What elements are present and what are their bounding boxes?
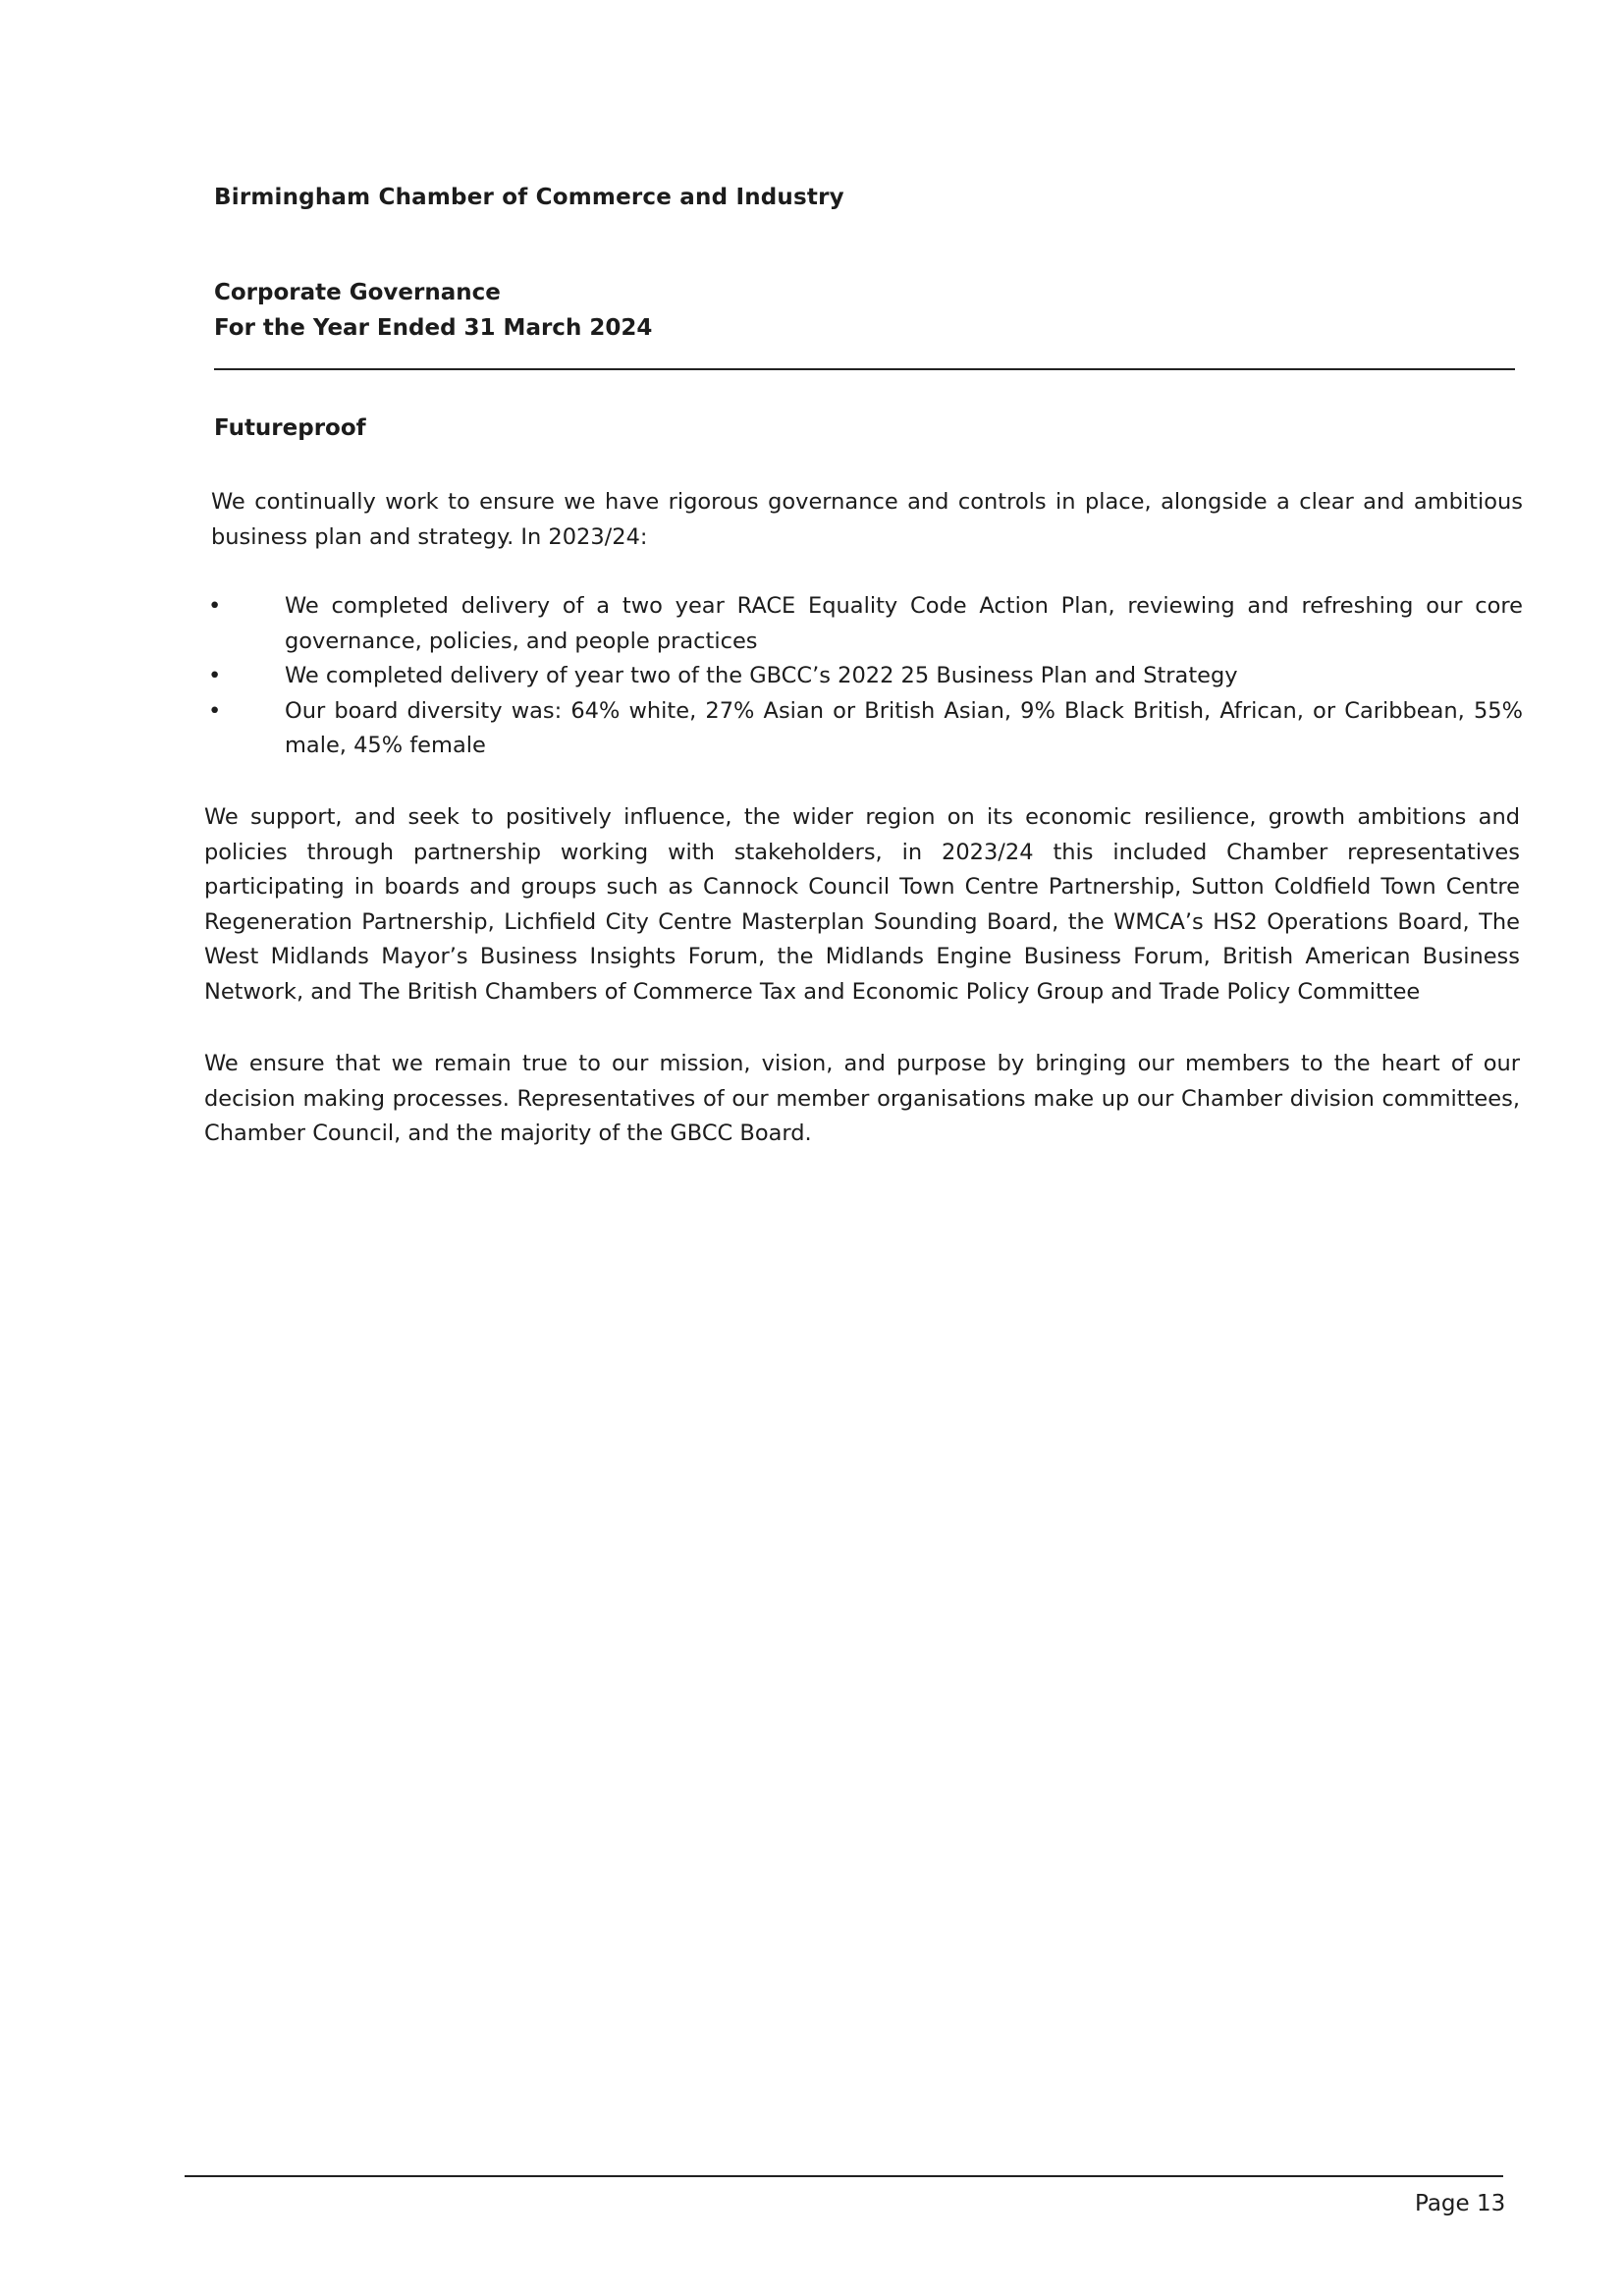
organisation-name: Birmingham Chamber of Commerce and Industry: [214, 185, 844, 210]
list-item-text: We completed delivery of a two year RACE Equality Code Action Plan, reviewing and refreshing our core governance, policies, and people practices: [285, 593, 1523, 654]
report-title-line-1: Corporate Governance: [214, 280, 501, 305]
bullet-icon: •: [208, 593, 222, 619]
list-item-text: We completed delivery of year two of the GBCC’s 2022 25 Business Plan and Strategy: [285, 663, 1238, 688]
partnership-paragraph: We support, and seek to positively influence, the wider region on its economic resilience, growth ambitions and policies through partnership working with stakeholders, in 2023/24 this included Chamber representatives participating in boards and groups such as Cannock Council Town Centre Partnership, Sutton Coldfield Town Centre Regeneration Partnership, Lichfield City Centre Masterplan Sounding Board, the WMCA’s HS2 Operations Board, The West Midlands Mayor’s Business Insights Forum, the Midlands Engine Business Forum, British American Business Network, and The British Chambers of Commerce Tax and Economic Policy Group and Trade Policy Committee: [204, 804, 1520, 1005]
page-number: Page 13: [1415, 2191, 1506, 2216]
list-item: [206, 694, 1523, 764]
header-divider: [214, 368, 1515, 370]
report-title: [214, 275, 652, 346]
mission-paragraph: We ensure that we remain true to our mission, vision, and purpose by bringing our members to the heart of our decision making processes. Representatives of our member organisations make up our Chamber division committees, Chamber Council, and the majority of the GBCC Board.: [204, 1051, 1520, 1146]
bullet-list: [206, 589, 1523, 764]
bullet-icon: •: [208, 697, 222, 724]
footer-divider: [185, 2175, 1503, 2177]
intro-paragraph: We continually work to ensure we have rigorous governance and controls in place, alongside a clear and ambitious business plan and strategy. In 2023/24:: [211, 489, 1523, 550]
list-item: [206, 589, 1523, 659]
section-heading: Futureproof: [214, 415, 366, 441]
list-item: [206, 659, 1523, 694]
report-title-line-2: For the Year Ended 31 March 2024: [214, 315, 653, 341]
list-item-text: Our board diversity was: 64% white, 27% Asian or British Asian, 9% Black British, African, or Caribbean, 55% male, 45% female: [285, 697, 1523, 758]
bullet-icon: •: [208, 663, 222, 688]
